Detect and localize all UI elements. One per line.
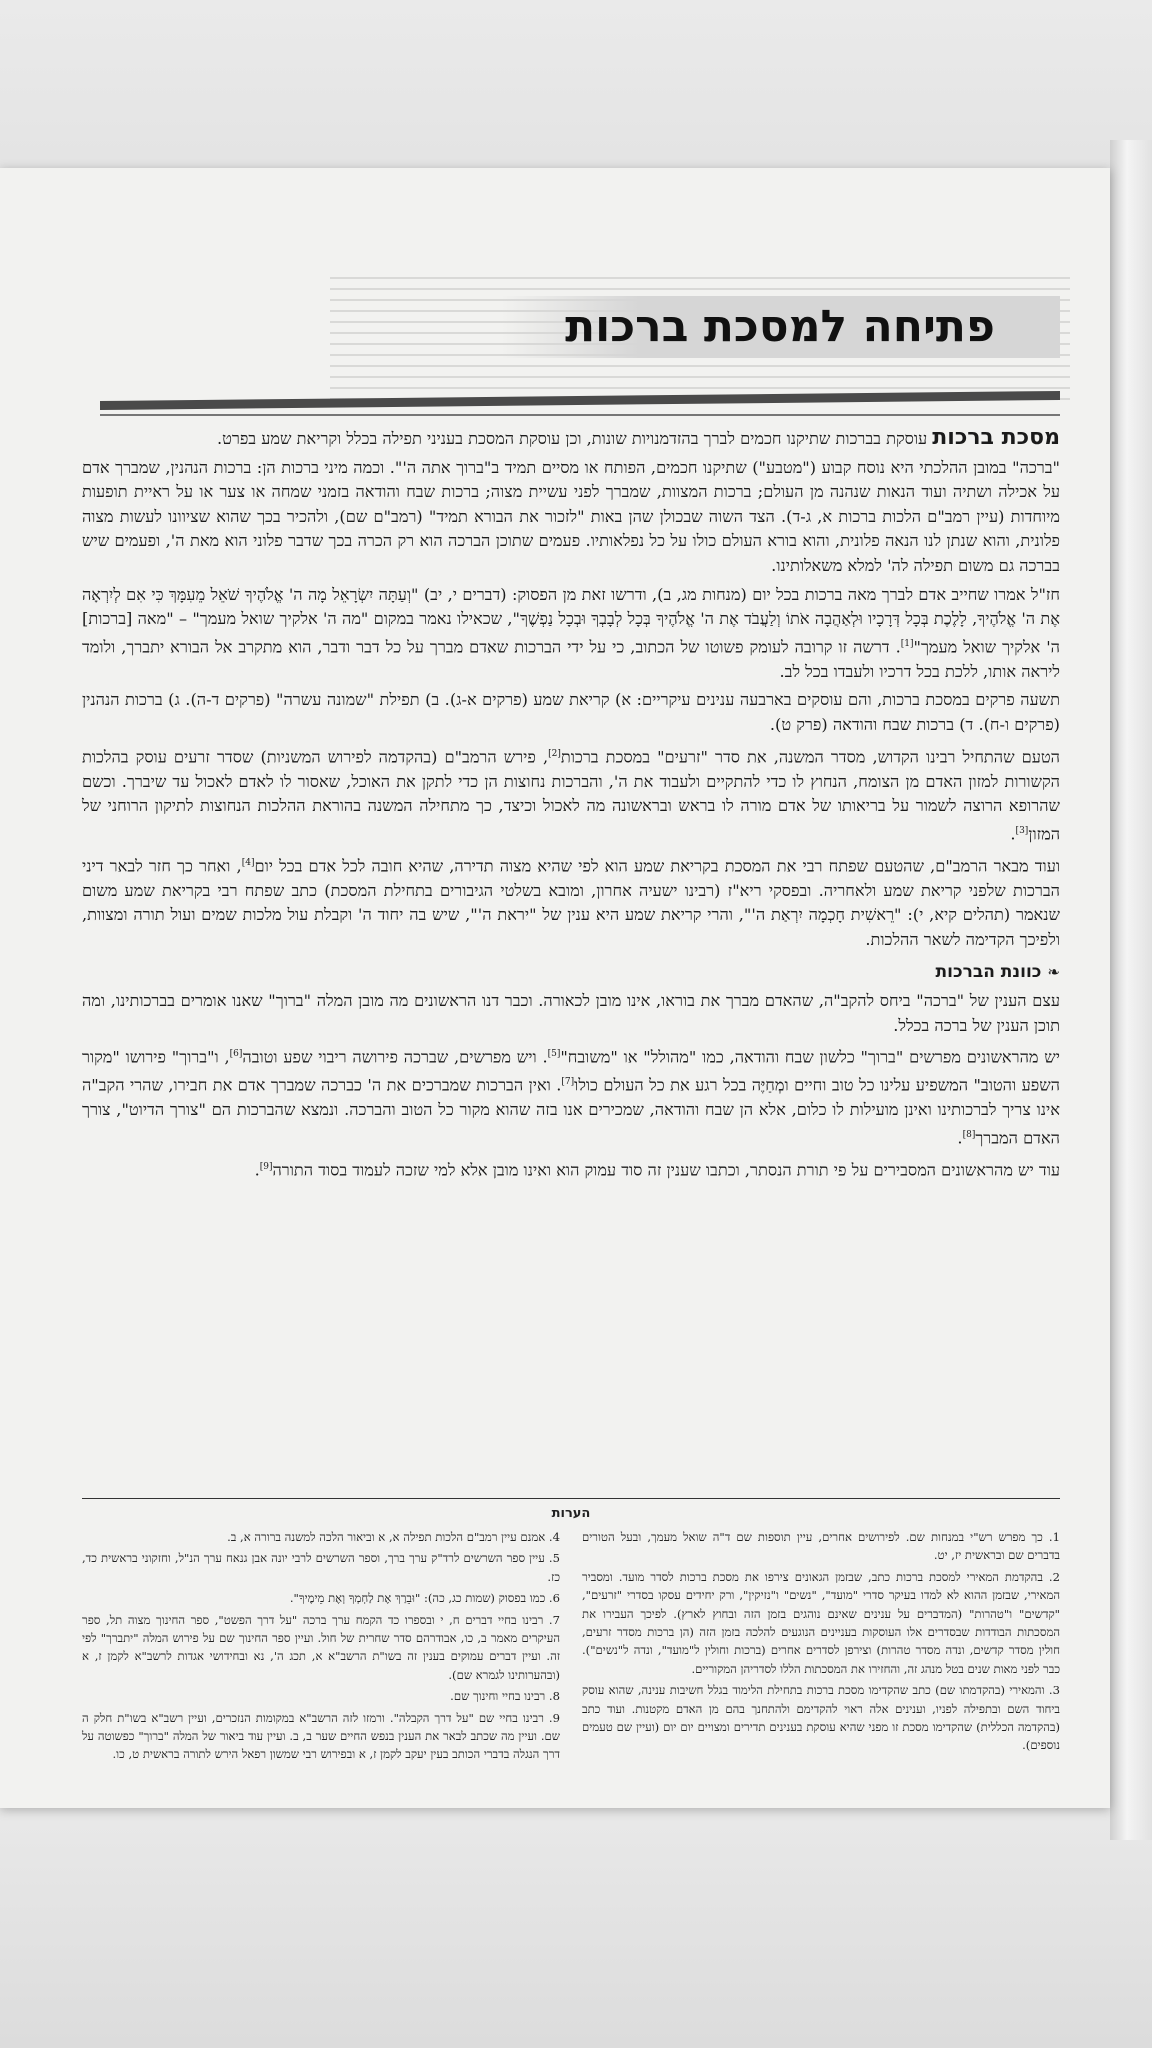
footnote: 7. רבינו בחיי דברים ח, י ובספרו כד הקמח ערך ברכה "על דרך הפשט", ספר החינוך מצוה תל, ספר העיקרים מאמר ב, כו, אבודרהם סדר שחרית של חול. ועיין ספר החינוך שם על פירוש המלה "יתברך" לפי זה. ועיין דברים עמוקים בענין זה בשו"ת הרשב"א א, תכג ה', נא ובחידושי אגדות לרשב"א לקמן ז, א (ובהערותינו לגמרא שם). xyxy=(82,1612,560,1682)
paragraph-8-text: עוד יש מהראשונים המסבירים על פי תורת הנסתר, וכתבו שענין זה סוד עמוק הוא ואינו מובן אלא למי שזכה לעמוד בסוד התורה xyxy=(272,1160,1060,1180)
page-title: פתיחה למסכת ברכות xyxy=(500,296,1060,358)
paragraph-5-text: ועוד מבאר הרמב"ם, שהטעם שפתח רבי את המסכת בקריאת שמע הוא לפי שהיא מצוה תדירה, שהיא חובה לכל אדם בכל יום xyxy=(254,856,1061,876)
section-heading xyxy=(82,960,1060,985)
footnotes xyxy=(82,1528,1060,1767)
footnote: 8. רבינו בחיי וחינוך שם. xyxy=(450,1689,560,1704)
paragraph-7-mid: . ויש מפרשים, שברכה פירושה ריבוי שפע וטובה xyxy=(242,1047,548,1067)
paragraph-8-tail: . xyxy=(254,1160,260,1180)
paragraph-4-mid: , פירש הרמב"ם (בהקדמה לפירוש המשניות) שסדר זרעים עוסק בהלכות הקשורות למזון האדם מן הצומח, הנחוץ לו כדי להתקיים ולעבוד את ה', והברכות נחוצות הן כדי לתקן את האוכל, שאסור לו לאדם לאכול עד שיברך. וכשם שהרופא הרוצה לשמור על בריאותו של אדם מורה לו בראש ובראשונה מה לאכול וכיצד, כך מתחילה המשנה בהוראת ההלכות הנחוצות לתיקון הרוחני של המזון xyxy=(82,746,1060,844)
paragraph-2-text: חז"ל אמרו שחייב אדם לברך מאה ברכות בכל יום (מנחות מג, ב), ודרשו זאת מן הפסוק: (דברים י, יב) "וְעַתָּה יִשְׂרָאֵל מָה ה' אֱלֹהֶיךָ שֹׁאֵל מֵעִמָּךְ כִּי אִם לְיִרְאָה אֶת ה' אֱלֹהֶיךָ, לָלֶכֶת בְּכָל דְּרָכָיו וּלְאַהֲבָה אֹתוֹ וְלַעֲבֹד אֶת ה' אֱלֹהֶיךָ בְּכָל לְבָבְךָ וּבְכָל נַפְשֶׁךָ", שכאילו נאמר במקום "מה ה' אלקיך שואל מעמך" – "מאה [ברכות] ה' אלקיך שואל מעמך" xyxy=(82,584,1060,657)
paragraph-3: תשעה פרקים במסכת ברכות, והם עוסקים בארבעה ענינים עיקריים: א) קריאת שמע (פרקים א-ג). ב) תפילת "שמונה עשרה" (פרקים ד-ה). ג) ברכות הנהנין (פרקים ו-ח). ד) ברכות שבח והודאה (פרק ט). xyxy=(82,690,1060,734)
paragraph-7-text: יש מהראשונים מפרשים "ברוך" כלשון שבח והודאה, כמו "מהולל" או "משובח" xyxy=(560,1047,1060,1067)
footnote-ref[interactable]: [6] xyxy=(229,1049,243,1060)
paragraph-5 xyxy=(82,851,1060,953)
paragraph-6: עצם הענין של "ברכה" ביחס להקב"ה, שהאדם מברך את בוראו, אינו מובן לכאורה. וכבר דנו הראשונים מה מובן המלה "ברוך" שאנו אומרים בברכותינו, ומה תוכן הענין של ברכה בכלל. xyxy=(82,991,1060,1035)
intro-lead: מסכת ברכות xyxy=(932,425,1060,450)
footnote: 6. כמו בפסוק (שמות כג, כה): "וּבֵרַךְ אֶת לַחְמְךָ וְאֶת מֵימֶיךָ". xyxy=(289,1591,560,1606)
footnote: 3. והמאירי (בהקדמתו שם) כתב שהקדימו מסכת ברכות בתחילת הלימוד בגלל חשיבות ענינה, שהוא עוסק ביחוד השם ובתפילה לפניו, וענינים אלה ראוי להקדימם ולהתחנך בהם מן האדם מקטנות. ועוד כתב (בהקדמה הכללית) שהקדימו מסכת זו מפני שהיא עוסקת בענינים תדירים ומצויים יום יום (ועיין שם טעמים נוספים). xyxy=(582,1683,1060,1753)
paragraph-7-tail: . ואין הברכות שמברכים את ה' כברכה שמברך אדם את חבירו, שהרי הקב"ה אינו צריך לברכותינו ואינן מועילות לו כלום, אלא הן שבח והודאה, שמכירים אנו בזה שהוא מקור כל הטוב והברכה. ונמצא שהברכות הם "צורך הדיוט", צורך האדם המברך xyxy=(82,1075,1060,1148)
notes-heading: הערות xyxy=(551,1506,591,1521)
paragraph-4-text: הטעם שהתחיל רבינו הקדוש, מסדר המשנה, את סדר "זרעים" במסכת ברכות xyxy=(560,746,1060,766)
section-heading-text: כוונת הברכות xyxy=(935,962,1042,983)
paragraph-8 xyxy=(82,1155,1060,1183)
fleuron-icon: ❧ xyxy=(1047,963,1060,982)
footnote-ref[interactable]: [2] xyxy=(548,748,561,759)
footnote-ref[interactable]: [4] xyxy=(241,857,255,868)
paragraph-2 xyxy=(82,583,1060,685)
title-rule-thin xyxy=(100,414,1060,416)
book-page-edge xyxy=(1110,140,1152,1840)
footnote-ref[interactable]: [7] xyxy=(561,1077,575,1088)
intro-paragraph xyxy=(82,426,1060,452)
paragraph-7-end: . xyxy=(957,1128,963,1148)
footnote-ref[interactable]: [5] xyxy=(547,1049,561,1060)
notes-column-right xyxy=(582,1528,1060,1767)
intro-text: עוסקת בברכות שתיקנו חכמים לברך בהזדמנויות שונות, וכן עוסקת המסכת בעניני תפילה בכלל וקריאת שמע בפרט. xyxy=(216,429,933,448)
paragraph-5-mid: , ואחר כך חזר לבאר דיני הברכות שלפני קריאת שמע ולאחריה. ובפסקי ריא"ז (רבינו ישעיה אחרון, ומובא בשלטי הגיבורים בתחילת המסכת) כתב שפתח רבי בקריאת שמע משום שנאמר (תהלים קיא, י): "רֵאשִׁית חָכְמָה יִרְאַת ה'", והרי קריאת שמע היא ענין של "יראת ה'", שיש בה יחוד ה' וקבלת עול מלכות שמים ועול תורה ומצוות, ולפיכך הקדימה לשאר ההלכות. xyxy=(82,856,1060,949)
title-banner xyxy=(380,296,1060,366)
paragraph-4-tail: . xyxy=(1010,824,1016,844)
paragraph-2-tail: . דרשה זו קרובה לעומק פשוטו של הכתוב, כי על ידי הברכות שאדם מברך על כל דבר ודבר, הוא מתקרב אל הבורא יתברך, ולומד ליראה אותו, ללכת בכל דרכיו ולעבדו בכל לב. xyxy=(82,637,1060,681)
notes-divider xyxy=(82,1498,1060,1499)
notes-column-left xyxy=(82,1528,560,1767)
footnote: 1. כך מפרש רש"י במנחות שם. לפירושים אחרים, עיין תוספות שם ד"ה שואל מעמך, ובעל הטורים בדברים שם ובראשית יז, יט. xyxy=(582,1530,1060,1563)
paragraph-7 xyxy=(82,1042,1060,1151)
main-text xyxy=(82,426,1060,1187)
footnote: 4. אמנם עיין רמב"ם הלכות תפילה א, א וביאור הלכה למשנה ברורה א, ב. xyxy=(227,1530,560,1544)
footnote: 5. עיין ספר השרשים לרד"ק ערך ברך, וספר השרשים לרבי יונה אבן גנאח ערך הנ"ל, וחזקוני בראשית כד, כז. xyxy=(82,1551,560,1584)
book-page xyxy=(0,168,1110,1808)
footnote-ref[interactable]: [3] xyxy=(1015,825,1029,836)
footnote: 9. רבינו בחיי שם "על דרך הקבלה". ורמזו לזה הרשב"א במקומות הנזכרים, ועיין רשב"א בשו"ת חלק ה שם. ועיין מה שכתב לבאר את הענין בנפש החיים שער ב, ב. ועיין עוד ביאור של המלה "ברוך" כפשוטה על דרך הנגלה בדברי הכותב בעין יעקב לקמן ז, א ובפירוש רבי שמשון רפאל הירש לתורה בראשית ט, כו. xyxy=(82,1710,560,1762)
footnote-ref[interactable]: [1] xyxy=(900,638,914,649)
footnote-ref[interactable]: [8] xyxy=(962,1129,976,1140)
paragraph-4 xyxy=(82,742,1060,847)
paragraph-7-mid2: , ו"ברוך" פירושו "מקור השפע והטוב" המשפיע עלינו כל טוב וחיים ומְחַיֶּה בכל רגע את כל העולם כולו xyxy=(82,1047,1060,1095)
footnote: 2. בהקדמת המאירי למסכת ברכות כתב, שבזמן הגאונים צירפו את מסכת ברכות לסדר מועד. ומסביר המאירי, שבזמן ההוא לא למדו בעיקר סדרי "מועד", "נשים" ו"נזיקין", ורק יחידים עסקו בסדרי "זרעים", "קדשים" ו"טהרות" (המדברים על ענינים שאינם נוהגים בזמן הזה ובחוץ לארץ). לפיכך העבירו את המסכתות הבודדות שבסדרים אלו העוסקות בעניינים הנוגעים להלכה בזמן הזה (הן ברכות מסדר זרעים, חולין מסדר קדשים, ונדה מסדר טהרות) וצירפן לסדרים אחרים (ברכות וחולין ל"מועד", ונדה ל"נשים"). כבר לפני מאות שנים בטל מנהג זה, והחזירו את המסכתות הללו לסדריהן המקוריים. xyxy=(582,1569,1060,1676)
footnote-ref[interactable]: [9] xyxy=(259,1161,273,1172)
paragraph-1: "ברכה" במובן ההלכתי היא נוסח קבוע ("מטבע") שתיקנו חכמים, הפותח או מסיים תמיד ב"ברוך אתה ה'". וכמה מיני ברכות הן: ברכות הנהנין, שמברך אדם על אכילה ושתיה ועוד הנאות שנהנה מן העולם; ברכות המצוות, שמברך לפני עשיית מצוה; ברכות שבח והודאה בזמני שמחה או צער או על ראיית תופעות מיוחדות (עיין רמב"ם הלכות ברכות א, ג-ד). הצד השוה שבכולן שהן באות "לזכור את הבורא תמיד" (רמב"ם שם), ולהכיר בכך שהוא שציוונו לעשות מצוה פלונית, והוא שנתן לנו הנאה פלונית, והוא בורא העולם כולו על כל נפלאותיו. פעמים שתוכן הברכה הוא רק הכרה בכך שדבר פלוני הוא מאת ה', ופעמים שיש בברכה גם משום תפילה לה' למלא משאלותינו. xyxy=(82,457,1060,575)
